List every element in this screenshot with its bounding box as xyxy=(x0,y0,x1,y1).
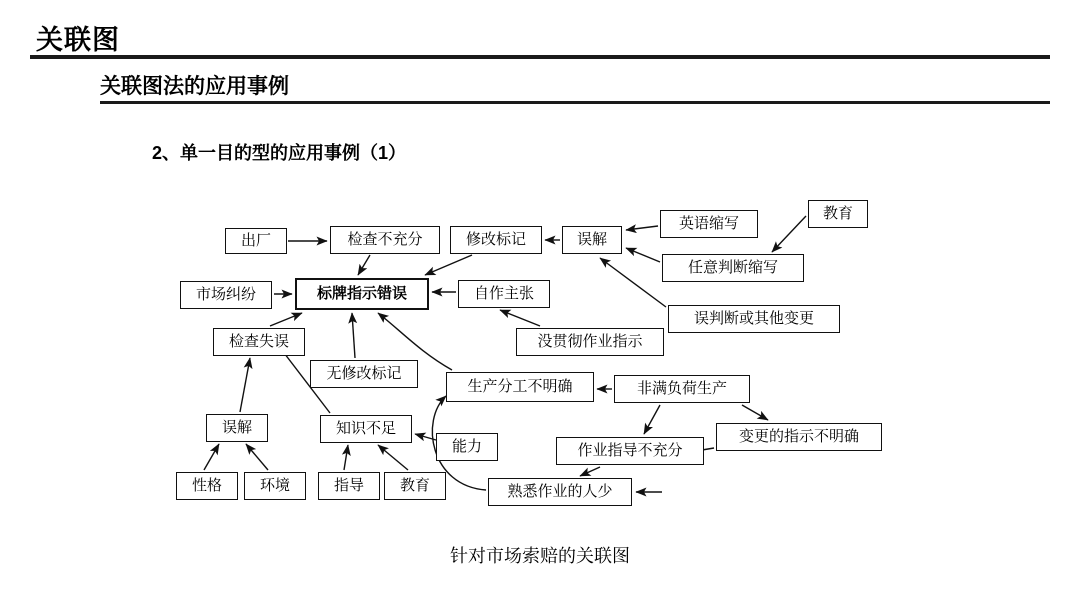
subtitle: 关联图法的应用事例 xyxy=(100,75,289,98)
node-wujie-top[interactable] xyxy=(562,226,622,254)
node-wuxiugaibiaoji[interactable] xyxy=(310,360,418,388)
node-yingyusuoxie[interactable] xyxy=(660,210,758,238)
node-label: 出厂 xyxy=(240,232,271,249)
node-jianchabuchongfen[interactable] xyxy=(330,226,440,254)
node-label: 作业指导不充分 xyxy=(577,442,683,459)
node-label: 非满负荷生产 xyxy=(636,380,727,397)
node-jiaoyu-bottom[interactable] xyxy=(384,472,446,500)
node-label: 市场纠纷 xyxy=(195,286,256,303)
node-zhidao[interactable] xyxy=(318,472,380,500)
node-label: 无修改标记 xyxy=(326,365,402,382)
node-label: 误解 xyxy=(221,419,252,436)
node-shengchanfengongbumingque[interactable] xyxy=(446,372,594,402)
node-label: 英语缩写 xyxy=(678,215,739,232)
node-label: 自作主张 xyxy=(473,285,534,302)
node-label: 能力 xyxy=(451,438,482,455)
node-label: 误判断或其他变更 xyxy=(693,310,814,327)
node-label: 指导 xyxy=(333,477,364,494)
node-nengli[interactable] xyxy=(436,433,498,461)
node-label: 检查不充分 xyxy=(347,231,423,248)
node-zizuozhuzhang[interactable] xyxy=(458,280,550,308)
node-label: 检查失误 xyxy=(228,333,289,350)
node-label: 变更的指示不明确 xyxy=(738,428,859,445)
node-xingge[interactable] xyxy=(176,472,238,500)
node-meiguanchezuoyezhishi[interactable] xyxy=(516,328,664,356)
node-jiaoyu-top[interactable] xyxy=(808,200,868,228)
node-xiugaibiaoji[interactable] xyxy=(450,226,542,254)
section-heading: 2、单一目的型的应用事例（1） xyxy=(152,143,407,163)
node-jianchashiwu[interactable] xyxy=(213,328,305,356)
node-zuoyezhidaobuchongfen[interactable] xyxy=(556,437,704,465)
node-zhishibuzu[interactable] xyxy=(320,415,412,443)
node-feimanfuheshengchan[interactable] xyxy=(614,375,750,403)
node-chuchang[interactable] xyxy=(225,228,287,254)
node-biaopaizhishicuowu[interactable] xyxy=(295,278,429,310)
node-label: 教育 xyxy=(399,477,430,494)
node-label: 环境 xyxy=(259,477,290,494)
node-biangengdezhishibumingque[interactable] xyxy=(716,423,882,451)
node-shuxizuoyederenshao[interactable] xyxy=(488,478,632,506)
node-label: 标牌指示错误 xyxy=(316,285,407,302)
node-renyipanduansuoxie[interactable] xyxy=(662,254,804,282)
node-label: 没贯彻作业指示 xyxy=(537,333,643,350)
node-label: 熟悉作业的人少 xyxy=(507,483,613,500)
diagram-caption: 针对市场索赔的关联图 xyxy=(450,546,630,566)
node-label: 生产分工不明确 xyxy=(467,378,573,395)
page-title: 关联图 xyxy=(36,25,120,55)
node-label: 误解 xyxy=(576,231,607,248)
node-label: 知识不足 xyxy=(335,420,396,437)
node-label: 教育 xyxy=(822,205,853,222)
node-label: 修改标记 xyxy=(465,231,526,248)
node-shichangjiufen[interactable] xyxy=(180,281,272,309)
node-wujie-bottom[interactable] xyxy=(206,414,268,442)
node-label: 性格 xyxy=(191,477,222,494)
node-wupanduanhuoqitabiangeng[interactable] xyxy=(668,305,840,333)
node-label: 任意判断缩写 xyxy=(687,259,778,276)
node-huanjing[interactable] xyxy=(244,472,306,500)
